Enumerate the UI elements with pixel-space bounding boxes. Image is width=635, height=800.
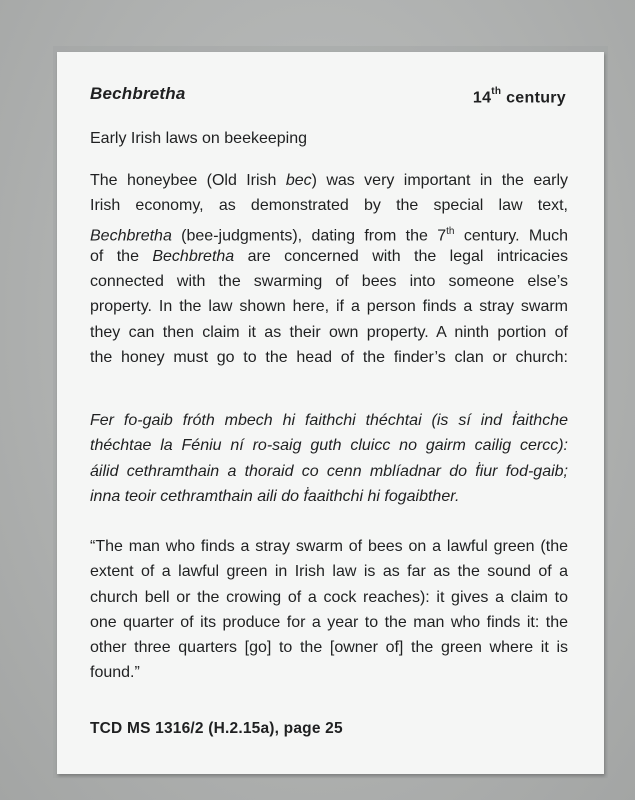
label-century xyxy=(473,88,566,107)
label-title: Bechbretha xyxy=(90,84,186,103)
intro-paragraph xyxy=(90,168,568,370)
old-irish-quote xyxy=(90,408,568,509)
intro-line: the honey must go to the head of the finder’s clan or church: xyxy=(90,349,568,367)
old-irish-line: théchtae la Féniu ní ro-saig guth cluicc no gairm cailig cercc): xyxy=(90,437,568,455)
translation-line: found.” xyxy=(90,664,140,682)
translation-paragraph xyxy=(90,534,568,686)
intro-line: property. In the law shown here, if a person finds a stray swarm xyxy=(90,298,568,316)
intro-line: Bechbretha (bee-judgments), dating from the 7th century. Much xyxy=(90,225,569,244)
intro-line: Irish economy, as demonstrated by the special law text, xyxy=(90,197,568,215)
manuscript-reference: TCD MS 1316/2 (H.2.15a), page 25 xyxy=(90,720,343,737)
translation-line: church bell or the crowing of a cock reaches): it gives a claim to xyxy=(90,588,568,606)
old-irish-line: Fer fo-gaib fróth mbech hi faithchi théchtai (is sí ind ḟaithche xyxy=(90,412,568,429)
label-subtitle: Early Irish laws on beekeeping xyxy=(90,130,308,147)
century-suffix: th xyxy=(491,86,502,97)
translation-line: “The man who finds a stray swarm of bees on a lawful green (the xyxy=(90,538,568,555)
intro-line: they can then claim it as their own property. A ninth portion of xyxy=(90,323,568,341)
century-number: 14 xyxy=(472,89,492,107)
intro-line: connected with the swarming of bees into someone else’s xyxy=(90,273,568,291)
translation-line: extent of a lawful green in Irish law is as far as the sound of a xyxy=(90,563,568,581)
intro-line: The honeybee (Old Irish bec) was very important in the early xyxy=(90,172,569,189)
translation-line: one quarter of its produce for a year to the man who finds it: the xyxy=(90,613,568,631)
old-irish-line: áilid cethramthain a thoraid co cenn mblíadnar do ḟiur fod-gaib; xyxy=(90,462,568,480)
old-irish-line: inna teoir cethramthain aili do ḟaaithchi hi fogaibther. xyxy=(90,487,460,505)
translation-line: other three quarters [go] to the [owner of] the green where it is xyxy=(90,639,568,657)
intro-line: of the Bechbretha are concerned with the legal intricacies xyxy=(90,247,568,265)
century-word: century xyxy=(506,89,566,107)
